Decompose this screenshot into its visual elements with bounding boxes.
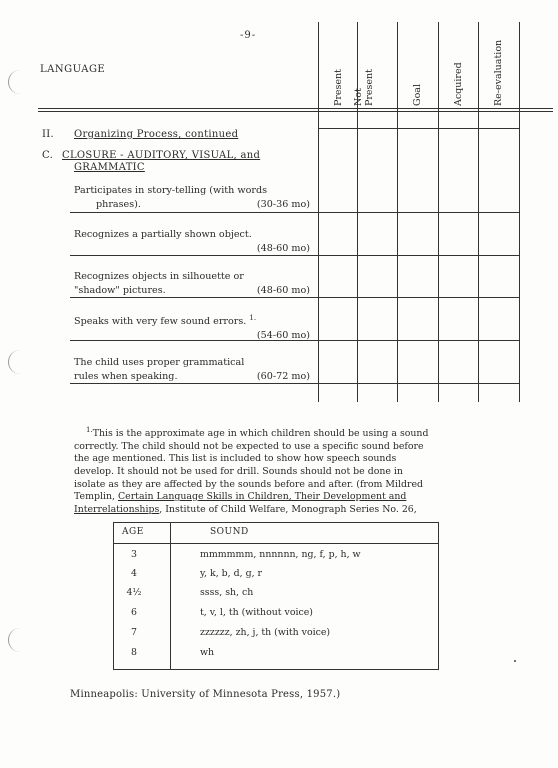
section-title: LANGUAGE (40, 64, 106, 75)
book-title: Certain Language Skills in Children, Their Development and (117, 491, 407, 503)
table-row (114, 607, 438, 625)
item-age: (54-60 mo) (256, 330, 310, 342)
row-sound: ssss, sh, ch (200, 587, 254, 598)
footnote (74, 424, 484, 516)
subsection-letter: C. (42, 150, 54, 161)
checklist-item (74, 356, 310, 384)
footnote-line: develop. It should not be used for drill. Sounds should not be done in (74, 465, 403, 477)
checklist-item (74, 270, 310, 298)
table-row (114, 647, 438, 665)
footnote-author: Templin, (74, 491, 118, 503)
subsection-heading-line2: GRAMMATIC (74, 162, 145, 173)
column-header-goal: Goal (412, 83, 423, 106)
subsection-heading-line1: CLOSURE - AUDITORY, VISUAL, and (62, 150, 261, 161)
row-sound: y, k, b, d, g, r (200, 568, 263, 579)
column-header-not-present (353, 69, 375, 106)
footnote-line: the age mentioned. This list is included to show how speech sounds (74, 453, 397, 465)
roman-numeral: II. (42, 129, 54, 140)
table-row (114, 568, 438, 586)
table-row (114, 627, 438, 645)
table-row (114, 587, 438, 605)
section-heading: Organizing Process, continued (74, 129, 239, 140)
row-age: 4½ (126, 587, 142, 598)
footnote-publisher: , Institute of Child Welfare, Monograph Series No. 26, (159, 503, 417, 515)
row-age: 6 (131, 607, 137, 618)
table-header (114, 523, 438, 544)
column-header-re-evaluation: Re-evaluation (493, 39, 504, 106)
item-text: Recognizes objects in silhouette or (74, 271, 244, 282)
checklist-item (74, 311, 310, 343)
footnote-line: isolate as they are affected by the sounds before and after. (from Mildred (74, 478, 424, 490)
header-age: AGE (122, 527, 144, 537)
punch-hole-middle (8, 350, 21, 374)
footnote-marker: 1. (86, 426, 93, 434)
item-age: (48-60 mo) (256, 285, 310, 296)
punch-hole-bottom (8, 628, 21, 652)
item-text: Speaks with very few sound errors. (74, 316, 247, 328)
speck (514, 660, 516, 662)
item-age: (48-60 mo) (256, 243, 310, 254)
item-text-cont: phrases). (96, 199, 141, 210)
row-sound: wh (200, 647, 215, 658)
column-header-present: Present (333, 69, 344, 106)
row-age: 4 (131, 568, 137, 579)
header-sound: SOUND (210, 527, 249, 537)
page-number: -9- (240, 30, 257, 41)
item-age: (60-72 mo) (256, 371, 310, 382)
item-text: The child uses proper grammatical (74, 357, 245, 368)
column-header-not-present-line1: Not (353, 88, 364, 106)
sound-age-table (113, 522, 439, 670)
footnote-line: This is the approximate age in which children should be using a sound (92, 428, 429, 440)
item-text-cont: "shadow" pictures. (74, 285, 166, 296)
table-row (114, 549, 438, 567)
row-sound: t, v, l, th (without voice) (200, 607, 313, 618)
footnote-ref: 1. (249, 314, 257, 322)
item-text: Participates in story-telling (with words (74, 185, 268, 196)
source-citation: Minneapolis: University of Minnesota Press, 1957.) (70, 689, 341, 700)
footnote-line: correctly. The child should not be expected to use a specific sound before (74, 440, 424, 452)
row-age: 8 (131, 647, 137, 658)
checklist-item (74, 184, 310, 212)
row-sound: zzzzzz, zh, j, th (with voice) (200, 627, 331, 638)
item-text-cont: rules when speaking. (74, 371, 178, 382)
column-header-not-present-line2: Present (364, 69, 375, 106)
column-header-acquired: Acquired (453, 62, 464, 106)
row-age: 7 (131, 627, 137, 638)
item-text: Recognizes a partially shown object. (74, 229, 252, 240)
punch-hole-top (8, 70, 21, 94)
row-age: 3 (131, 549, 137, 560)
book-title-cont: Interrelationships (74, 503, 160, 515)
item-age: (30-36 mo) (256, 199, 310, 210)
row-sound: mmmmmm, nnnnnn, ng, f, p, h, w (200, 549, 361, 560)
checklist-item (74, 228, 310, 256)
